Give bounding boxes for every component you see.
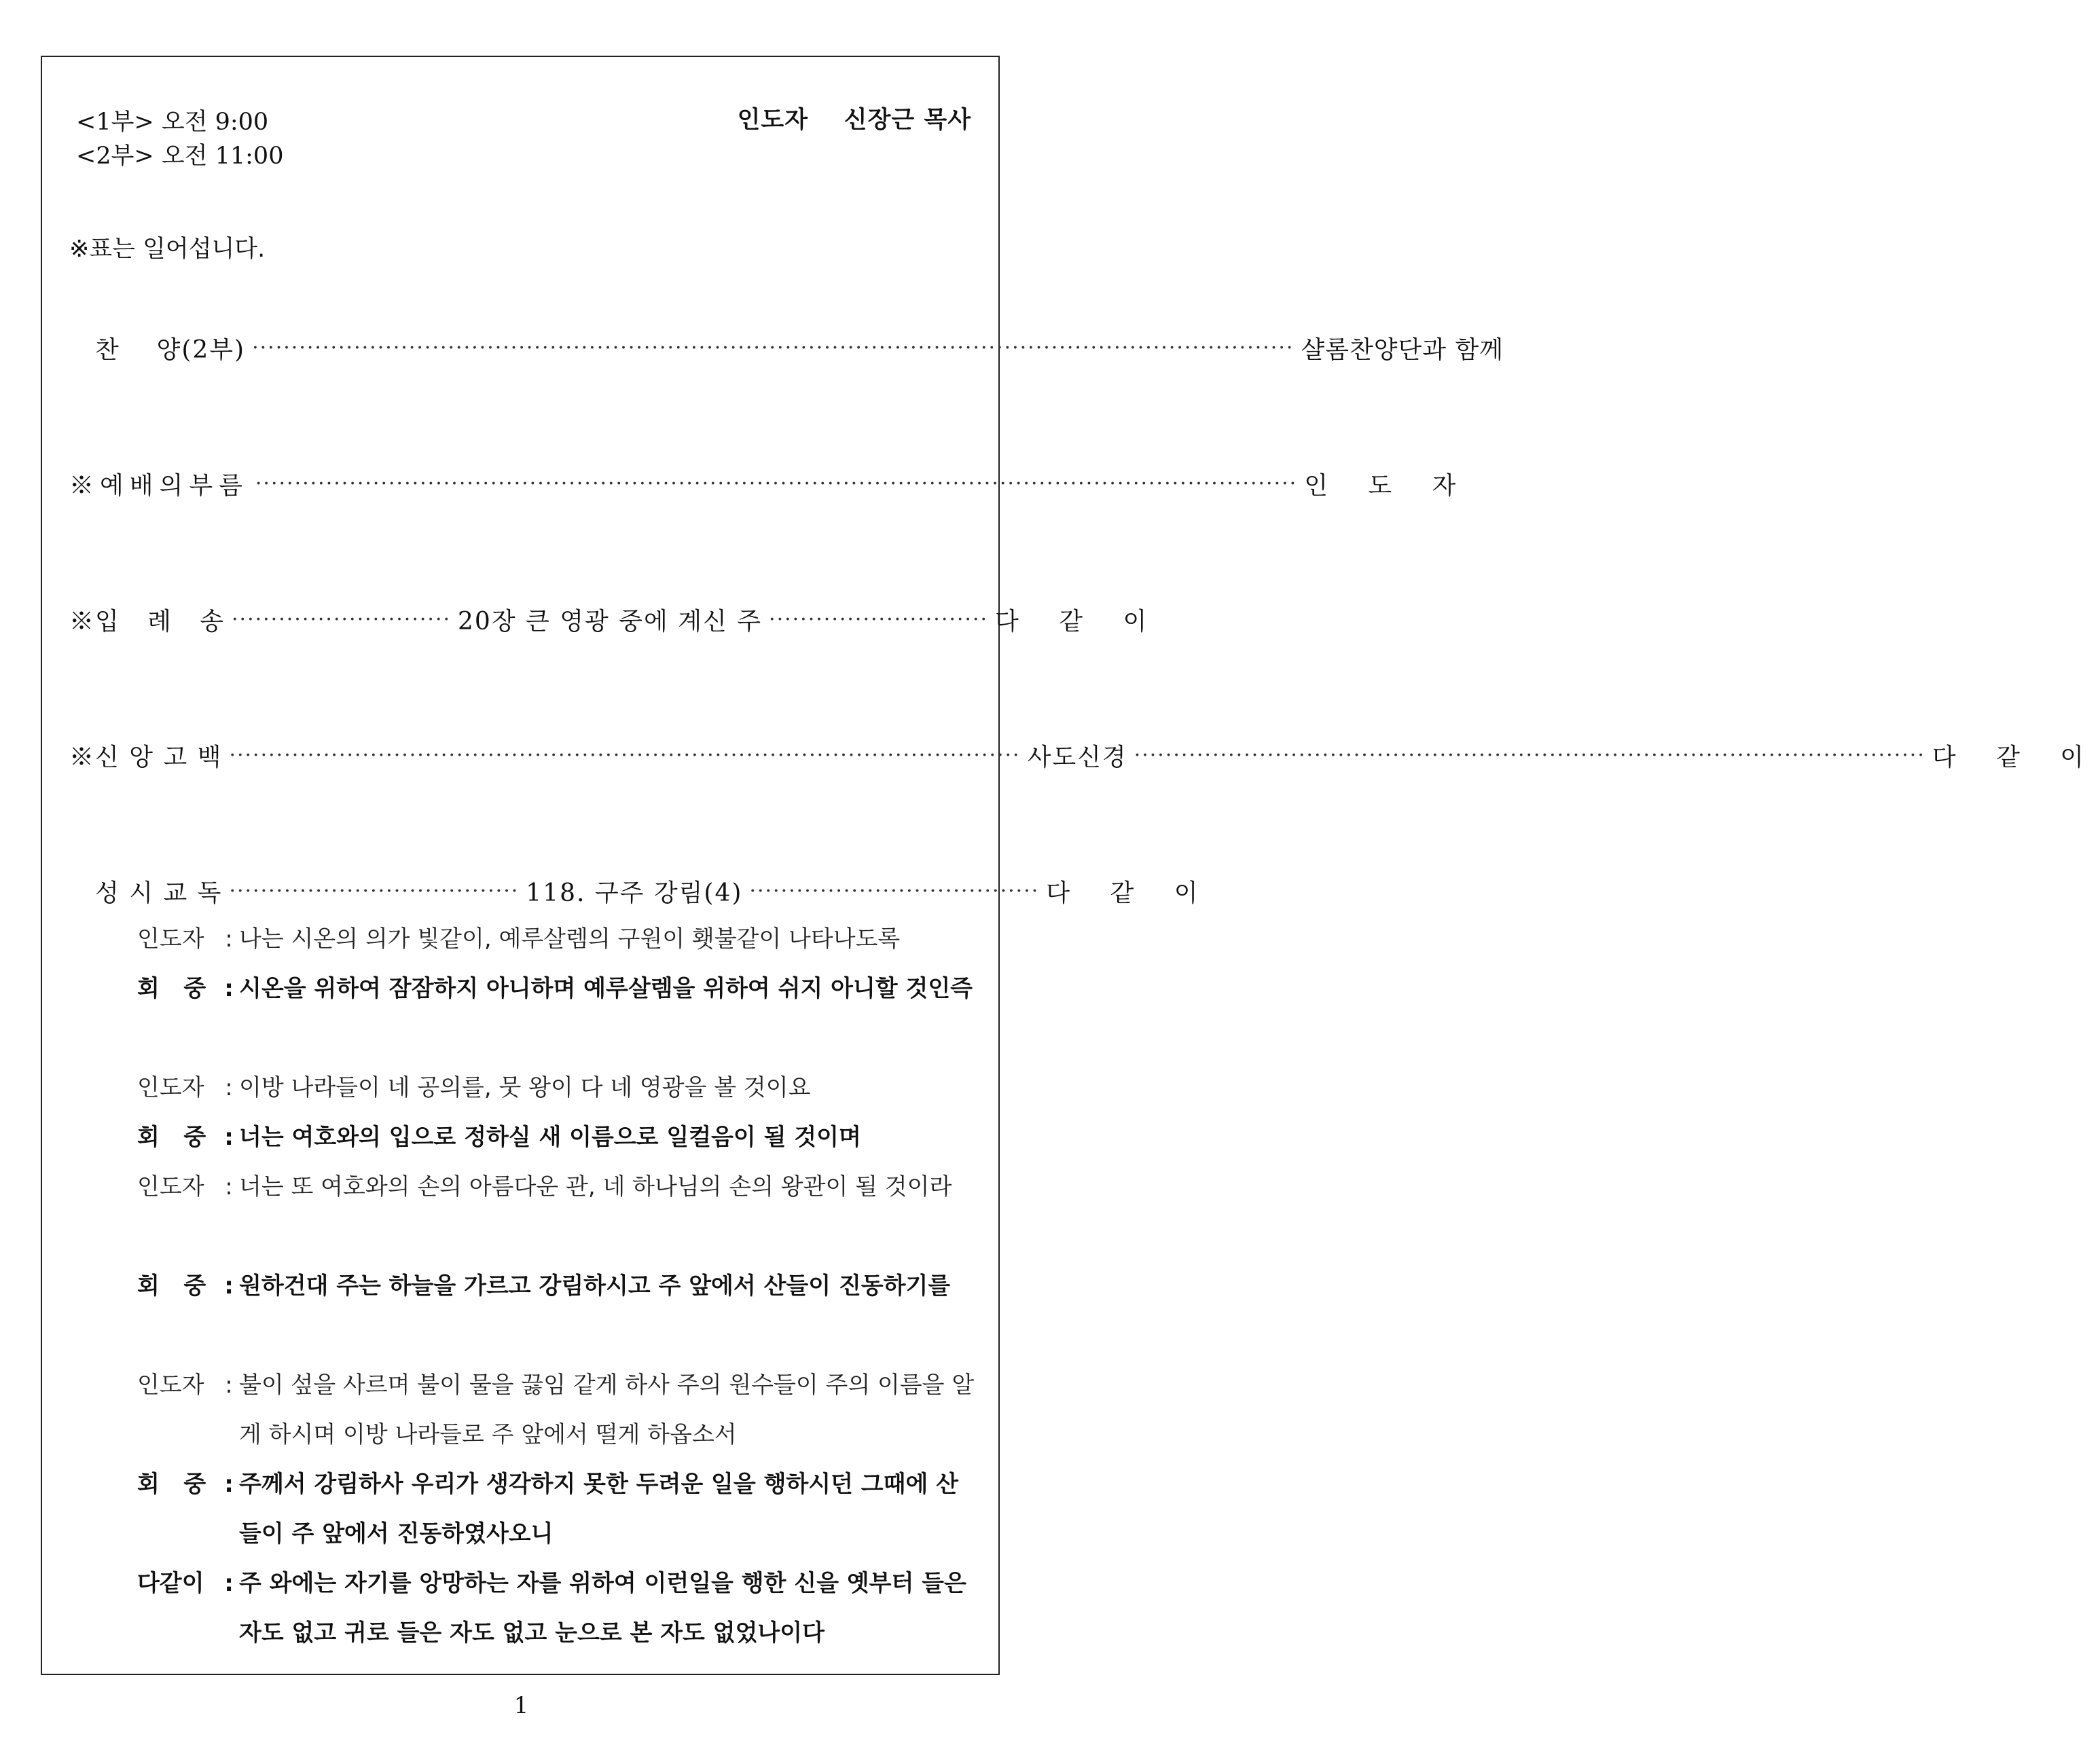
leader-dots: ····································· (229, 879, 520, 903)
leader-dots: ····································································································· (1134, 743, 1925, 767)
reading-text: 시온을 위하여 잠잠하지 아니하며 예루살렘을 위하여 쉬지 아니할 것인즉 (239, 975, 973, 1002)
reading-speaker: 인도자 (137, 1074, 204, 1101)
leader-dots: ····································· (749, 879, 1040, 903)
order-item-introit (69, 599, 1163, 640)
reading-line: 인도자 : 이방 나라들이 네 공의를, 뭇 왕이 다 네 영광을 볼 것이요 (137, 1063, 979, 1113)
reading-speaker: 인도자 (137, 1173, 204, 1200)
reading-text: 원하건대 주는 하늘을 가르고 강림하시고 주 앞에서 산들이 진동하기를 (239, 1272, 951, 1300)
reading-line: 다같이 : 주 와에는 자기를 앙망하는 자를 위하여 이런일을 행한 신을 옛부터 들은 자도 없고 귀로 들은 자도 없고 눈으로 본 자도 없었나이다 (137, 1559, 979, 1658)
service-time-first: <1부> 오전 9:00 (76, 109, 269, 136)
reading-speaker: 인도자 (137, 1372, 204, 1399)
leader-dots: ····································································································· (229, 743, 1021, 767)
reading-line: 회 중 : 주께서 강림하사 우리가 생각하지 못한 두려운 일을 행하시던 그때에 산들이 주 앞에서 진동하였사오니 (137, 1460, 979, 1559)
reading-text: 나는 시온의 의가 빛같이, 예루살렘의 구원이 횃불같이 나타나도록 (239, 925, 901, 953)
reading-line: 회 중 : 원하건대 주는 하늘을 가르고 강림하시고 주 앞에서 산들이 진동하기를 (137, 1262, 979, 1311)
order-item-responsive-reading (69, 870, 1214, 911)
reading-line: 인도자 : 나는 시온의 의가 빛같이, 예루살렘의 구원이 횃불같이 나타나도록 (137, 915, 979, 964)
order-item-call-to-worship (69, 463, 1472, 504)
reading-line: 회 중 : 시온을 위하여 잠잠하지 아니하며 예루살렘을 위하여 쉬지 아니할 것인즉 (137, 964, 979, 1014)
order-label: 찬 양(2부) (95, 335, 246, 364)
reading-text: 너는 또 여호와의 손의 아름다운 관, 네 하나님의 손의 왕관이 될 것이라 (239, 1173, 952, 1200)
reading-text: 너는 여호와의 입으로 정하실 새 이름으로 일컬음이 될 것이며 (239, 1124, 861, 1151)
reading-line: 인도자 : 불이 섶을 사르며 불이 물을 끓임 같게 하사 주의 원수들이 주의 이름을 알게 하시며 이방 나라들로 주 앞에서 떨게 하옵소서 (137, 1361, 979, 1460)
reading-text: 주께서 강림하사 우리가 생각하지 못한 두려운 일을 행하시던 그때에 산들이 주 앞에서 진동하였사오니 (239, 1471, 959, 1547)
leader-dots: ···························· (769, 607, 989, 631)
order-content: 20장 큰 영광 중에 계신 주 (458, 607, 763, 636)
service-time-second: <2부> 오전 11:00 (76, 143, 284, 170)
order-label: ※입 례 송 (69, 607, 225, 636)
reading-line: 회 중 : 너는 여호와의 입으로 정하실 새 이름으로 일컬음이 될 것이며 (137, 1113, 979, 1162)
page-number: 1 (513, 1692, 529, 1719)
bulletin-frame (41, 56, 2100, 1675)
standing-note: ※표는 일어섭니다. (69, 236, 266, 263)
leader-dots: ···························· (232, 607, 452, 631)
order-item-creed (69, 735, 2100, 775)
order-label: ※신 앙 고 백 (69, 743, 223, 771)
worship-leader: 인도자 신장근 목사 (737, 107, 971, 134)
reading-text: 불이 섶을 사르며 불이 물을 끓임 같게 하사 주의 원수들이 주의 이름을 알게 하시며 이방 나라들로 주 앞에서 떨게 하옵소서 (239, 1372, 975, 1448)
reading-speaker: 회 중 (137, 1124, 206, 1151)
order-performer: 인 도 자 (1304, 471, 1472, 500)
reading-speaker: 인도자 (137, 925, 204, 953)
reading-speaker: 회 중 (137, 1272, 206, 1300)
order-content: 사도신경 (1027, 743, 1127, 771)
leader-dots: ····································································································································· (255, 471, 1298, 496)
order-content: 118. 구주 강림(4) (526, 879, 743, 907)
reading-speaker: 회 중 (137, 975, 206, 1002)
reading-speaker: 회 중 (137, 1471, 206, 1498)
leader-dots: ····································································································································· (252, 335, 1295, 360)
order-performer: 다 같 이 (1932, 743, 2100, 771)
reading-line: 인도자 : 너는 또 여호와의 손의 아름다운 관, 네 하나님의 손의 왕관이 될 것이라 (137, 1162, 979, 1212)
order-performer: 다 같 이 (1046, 879, 1214, 907)
order-label: 성 시 교 독 (95, 879, 223, 907)
order-label: ※예배의부름 (69, 471, 249, 500)
reading-speaker: 다같이 (137, 1570, 204, 1597)
order-performer: 다 같 이 (995, 607, 1163, 636)
reading-text: 이방 나라들이 네 공의를, 뭇 왕이 다 네 영광을 볼 것이요 (239, 1074, 811, 1101)
order-item-praise (69, 327, 1504, 368)
order-performer: 샬롬찬양단과 함께 (1301, 335, 1504, 364)
reading-text: 주 와에는 자기를 앙망하는 자를 위하여 이런일을 행한 신을 옛부터 들은 자도 없고 귀로 들은 자도 없고 눈으로 본 자도 없었나이다 (239, 1570, 966, 1647)
